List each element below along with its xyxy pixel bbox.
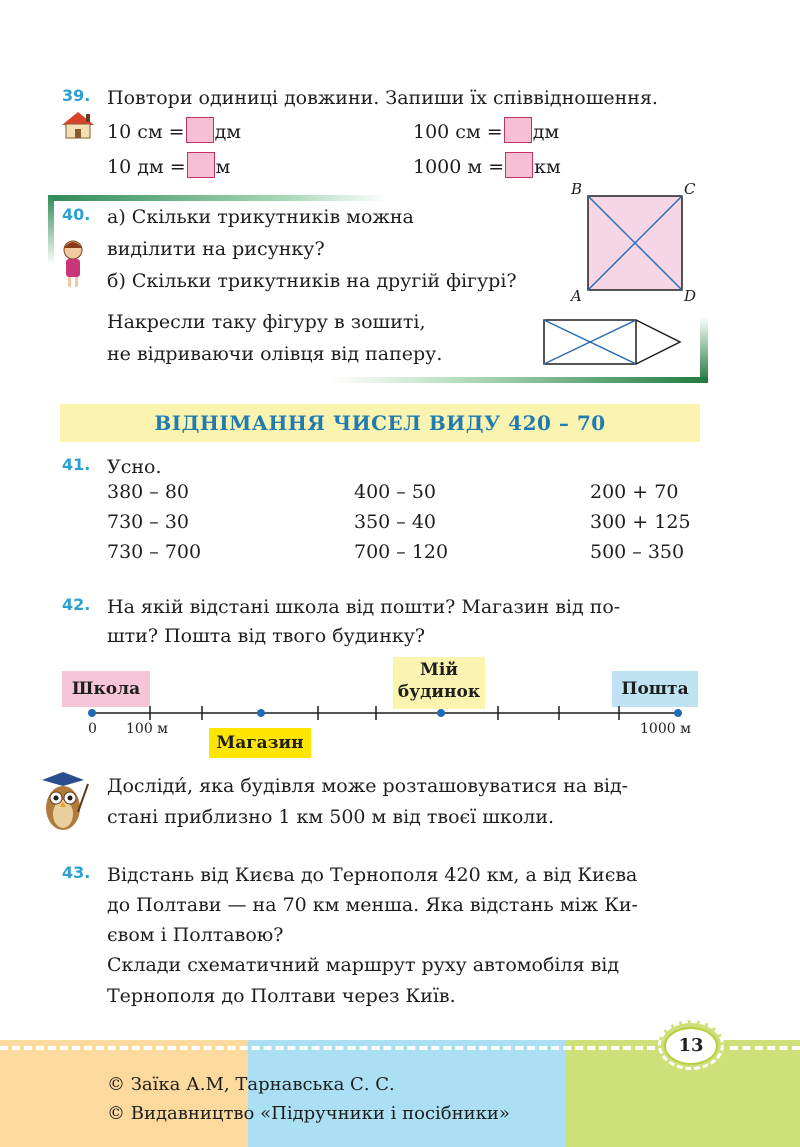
- divider-line: [700, 316, 708, 382]
- answer-box[interactable]: [186, 117, 214, 143]
- expression: 380 – 80: [107, 481, 190, 503]
- exercise-43-line: Відстань від Києва до Тернополя 420 км, а від Києва: [107, 864, 638, 886]
- owl-teacher-icon: [36, 770, 90, 834]
- post-label: Пошта: [612, 671, 698, 707]
- point-home: [437, 709, 445, 717]
- footer-dashed-line: [730, 1046, 800, 1050]
- ex39-row-1-left: 10 см = дм: [107, 116, 241, 148]
- copyright-authors: © Заїка А.М, Тарнавська С. С.: [107, 1074, 395, 1095]
- answer-box[interactable]: [505, 152, 533, 178]
- exercise-42-line: На якій відстані школа від пошти? Магазин від по-: [107, 596, 621, 618]
- vertex-label-d: D: [684, 287, 697, 305]
- girl-icon: [58, 238, 88, 290]
- research-line: Досліди́, яка будівля може розташовуватися на від-: [107, 775, 629, 797]
- expression: 500 – 350: [590, 541, 685, 563]
- exercise-43-line: євом і Полтавою?: [107, 924, 284, 946]
- exercise-40-line: б) Скільки трикутників на другій фігурі?: [107, 270, 517, 292]
- point-shop: [257, 709, 265, 717]
- ex39-row-2-right: 1000 м = км: [413, 151, 561, 183]
- section-title: ВІДНІМАННЯ ЧИСЕЛ ВИДУ 420 – 70: [154, 411, 606, 435]
- expression: 400 – 50: [354, 481, 437, 503]
- exercise-40-line: не відриваючи олівця від паперу.: [107, 343, 443, 365]
- scale-label-100: 100 м: [126, 721, 169, 737]
- vertex-label-b: B: [571, 180, 583, 198]
- exercise-40-line: Накресли таку фігуру в зошиті,: [107, 311, 426, 333]
- answer-box[interactable]: [504, 117, 532, 143]
- home-label: Мій будинок: [393, 657, 485, 709]
- scale-label-zero: 0: [88, 721, 97, 737]
- divider-line: [48, 195, 54, 265]
- page-number: 13: [664, 1027, 718, 1065]
- ex39-row-2-left: 10 дм = м: [107, 151, 230, 183]
- number-line: [80, 700, 700, 724]
- exercise-43-line: Склади схематичний маршрут руху автомобіля від: [107, 954, 620, 976]
- vertex-label-a: A: [571, 287, 582, 305]
- exercise-number-43: 43.: [62, 863, 91, 882]
- expression: 730 – 700: [107, 541, 202, 563]
- point-post: [674, 709, 682, 717]
- exercise-number-39: 39.: [62, 86, 91, 105]
- exercise-number-40: 40.: [62, 205, 91, 224]
- exercise-41-title: Усно.: [107, 456, 162, 478]
- answer-box[interactable]: [187, 152, 215, 178]
- exercise-43-line: Тернополя до Полтави через Київ.: [107, 985, 456, 1007]
- expression: 730 – 30: [107, 511, 190, 533]
- exercise-40-line: а) Скільки трикутників можна: [107, 206, 414, 228]
- second-figure: [540, 316, 690, 370]
- exercise-39-text: Повтори одиниці довжини. Запиши їх співвідношення.: [107, 87, 658, 109]
- expression: 300 + 125: [590, 511, 691, 533]
- scale-label-1000: 1000 м: [640, 721, 691, 737]
- divider-line: [330, 377, 708, 383]
- exercise-number-42: 42.: [62, 595, 91, 614]
- copyright-publisher: © Видавництво «Підручники і посібники»: [107, 1103, 510, 1124]
- exercise-43-line: до Полтави — на 70 км менша. Яка відстань між Ки-: [107, 894, 638, 916]
- vertex-label-c: C: [684, 180, 696, 198]
- expression: 700 – 120: [354, 541, 449, 563]
- research-line: стані приблизно 1 км 500 м від твоєї школи.: [107, 806, 555, 828]
- exercise-42-line: шти? Пошта від твого будинку?: [107, 625, 426, 647]
- ex39-row-1-right: 100 см = дм: [413, 116, 559, 148]
- shop-label: Магазин: [209, 728, 311, 758]
- exercise-40-line: виділити на рисунку?: [107, 238, 325, 260]
- point-school: [88, 709, 96, 717]
- school-label: Школа: [62, 671, 150, 707]
- footer-dashed-line: [0, 1046, 655, 1050]
- exercise-number-41: 41.: [62, 455, 91, 474]
- home-icon: [60, 110, 96, 140]
- expression: 200 + 70: [590, 481, 679, 503]
- expression: 350 – 40: [354, 511, 437, 533]
